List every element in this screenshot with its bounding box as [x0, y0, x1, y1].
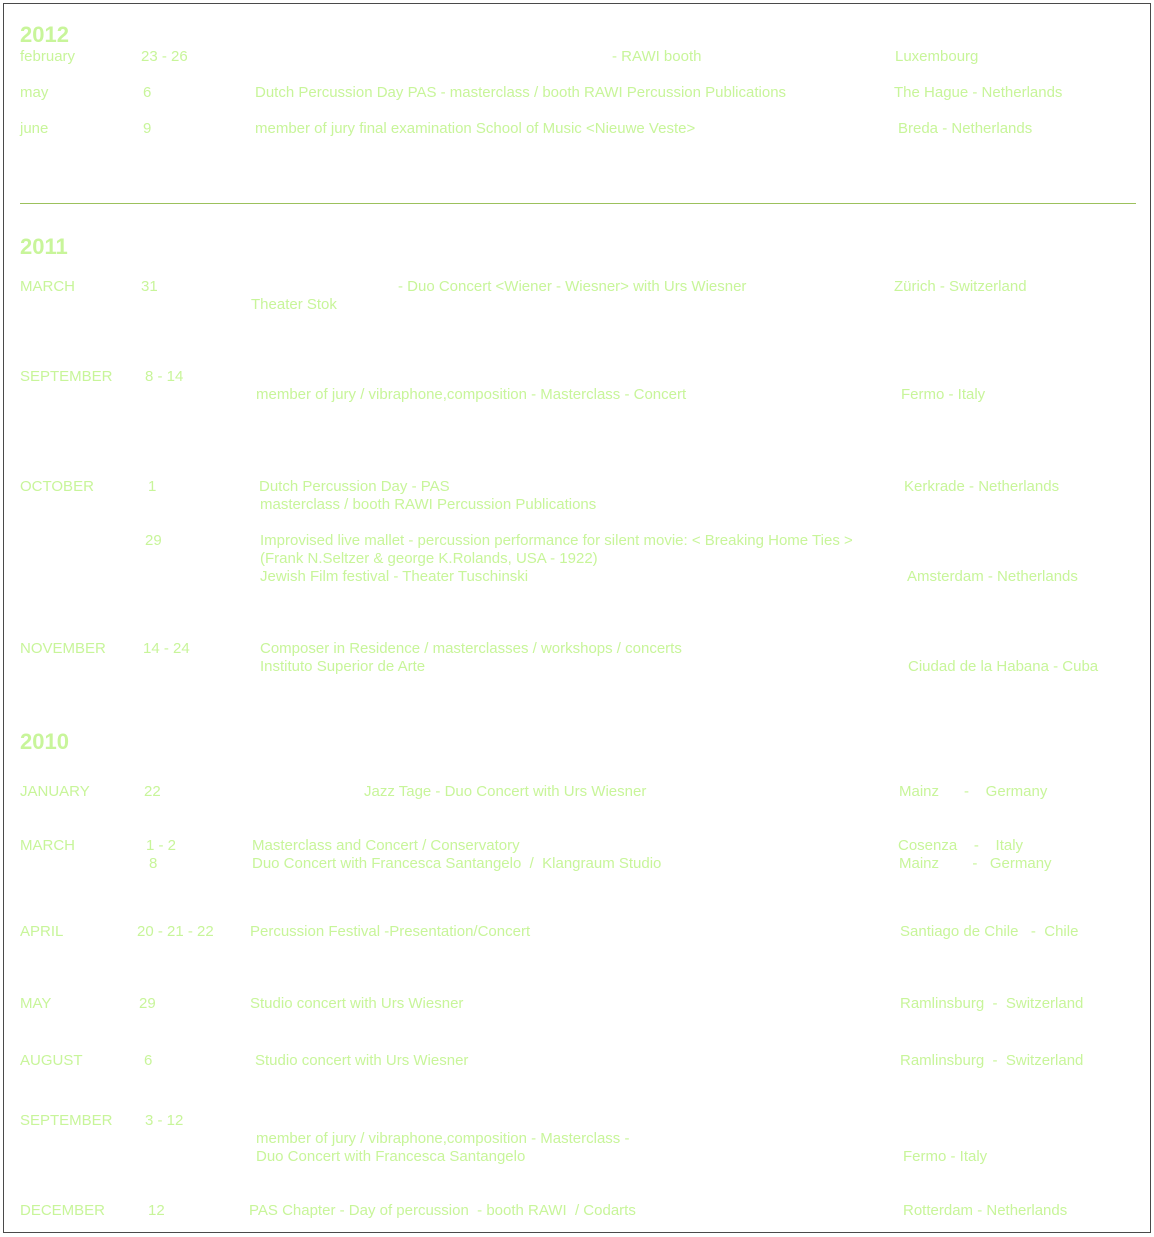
event-location: Cosenza - Italy	[898, 837, 1024, 854]
event-description: Duo Concert with Francesca Santangelo / Klangraum Studio	[252, 855, 662, 872]
month-label: SEPTEMBER	[20, 368, 113, 385]
month-label: AUGUST	[20, 1052, 83, 1069]
date-label: 6	[143, 84, 152, 101]
event-description: Percussion Festival -Presentation/Concert	[250, 923, 531, 940]
section-divider	[20, 203, 1136, 204]
event-description: PAS Chapter - Day of percussion - booth RAWI / Codarts	[249, 1202, 636, 1219]
event-description: member of jury / vibraphone,composition - Masterclass - Concert	[256, 386, 687, 403]
month-label: MARCH	[20, 278, 75, 295]
date-label: 29	[139, 995, 156, 1012]
month-label: MAY	[20, 995, 52, 1012]
date-label: 8	[149, 855, 158, 872]
month-label: NOVEMBER	[20, 640, 106, 657]
event-location: Amsterdam - Netherlands	[907, 568, 1078, 585]
event-location: Kerkrade - Netherlands	[904, 478, 1060, 495]
date-label: 22	[144, 783, 161, 800]
month-label: MARCH	[20, 837, 75, 854]
date-label: 29	[145, 532, 162, 549]
month-label: SEPTEMBER	[20, 1112, 113, 1129]
event-description: Composer in Residence / masterclasses / workshops / concerts	[260, 640, 682, 657]
event-location: The Hague - Netherlands	[894, 84, 1063, 101]
event-location: Fermo - Italy	[901, 386, 986, 403]
month-label: JANUARY	[20, 783, 90, 800]
event-description: Improvised live mallet - percussion performance for silent movie: < Breaking Home Ties >	[260, 532, 853, 549]
event-description: Studio concert with Urs Wiesner	[255, 1052, 469, 1069]
event-description: - RAWI booth	[612, 48, 702, 65]
event-location: Santiago de Chile - Chile	[900, 923, 1079, 940]
month-label: DECEMBER	[20, 1202, 106, 1219]
date-label: 20 - 21 - 22	[137, 923, 214, 940]
event-description: Dutch Percussion Day - PAS	[259, 478, 450, 495]
event-location: Ciudad de la Habana - Cuba	[908, 658, 1099, 675]
month-label: june	[20, 120, 49, 137]
month-label: APRIL	[20, 923, 64, 940]
date-label: 12	[148, 1202, 165, 1219]
date-label: 14 - 24	[143, 640, 190, 657]
date-label: 23 - 26	[141, 48, 188, 65]
date-label: 8 - 14	[145, 368, 184, 385]
event-location: Luxembourg	[895, 48, 979, 65]
month-label: OCTOBER	[20, 478, 94, 495]
date-label: 6	[144, 1052, 153, 1069]
event-location: Ramlinsburg - Switzerland	[900, 995, 1084, 1012]
year-heading-2010: 2010	[20, 729, 69, 754]
event-location: Zürich - Switzerland	[894, 278, 1027, 295]
event-description: Dutch Percussion Day PAS - masterclass / booth RAWI Percussion Publications	[255, 84, 787, 101]
event-venue: Jewish Film festival - Theater Tuschinski	[260, 568, 529, 585]
event-description: Masterclass and Concert / Conservatory	[252, 837, 520, 854]
event-description: Jazz Tage - Duo Concert with Urs Wiesner	[364, 783, 647, 800]
event-venue: Instituto Superior de Arte	[260, 658, 426, 675]
event-location: Fermo - Italy	[903, 1148, 988, 1165]
event-description: - Duo Concert <Wiener - Wiesner> with Urs Wiesner	[398, 278, 747, 295]
event-location: Breda - Netherlands	[898, 120, 1033, 137]
date-label: 1	[148, 478, 157, 495]
date-label: 3 - 12	[145, 1112, 184, 1129]
event-description-line: masterclass / booth RAWI Percussion Publications	[260, 496, 597, 513]
event-description-line: Duo Concert with Francesca Santangelo	[256, 1148, 526, 1165]
event-description-line: (Frank N.Seltzer & george K.Rolands, USA - 1922)	[260, 550, 598, 567]
event-location: Rotterdam - Netherlands	[903, 1202, 1068, 1219]
year-heading-2012: 2012	[20, 22, 69, 47]
date-label: 9	[143, 120, 152, 137]
year-heading-2011: 2011	[20, 234, 68, 259]
event-location: Mainz - Germany	[899, 783, 1048, 800]
event-location: Mainz - Germany	[899, 855, 1052, 872]
month-label: may	[20, 84, 49, 101]
event-description: Studio concert with Urs Wiesner	[250, 995, 464, 1012]
event-venue: Theater Stok	[251, 296, 337, 313]
month-label: february	[20, 48, 76, 65]
event-description: member of jury final examination School of Music <Nieuwe Veste>	[255, 120, 696, 137]
event-description: member of jury / vibraphone,composition - Masterclass -	[256, 1130, 630, 1147]
event-location: Ramlinsburg - Switzerland	[900, 1052, 1084, 1069]
date-label: 31	[141, 278, 158, 295]
date-label: 1 - 2	[146, 837, 177, 854]
page-frame	[3, 3, 1151, 1233]
